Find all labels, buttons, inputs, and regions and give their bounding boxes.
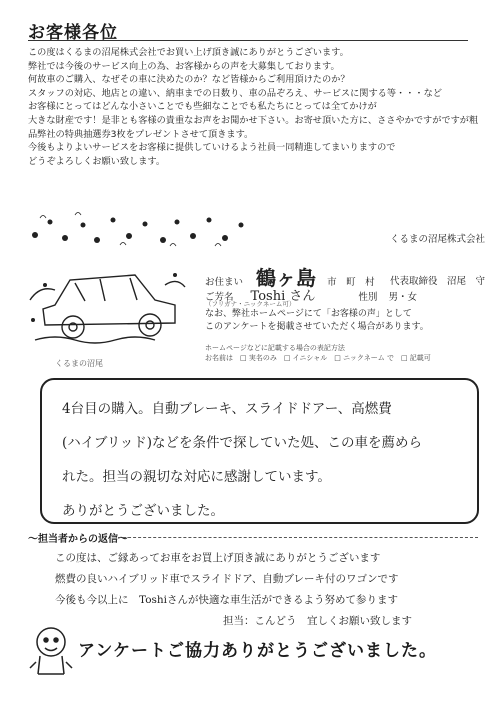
title-divider bbox=[28, 40, 468, 41]
mascot-icon bbox=[28, 622, 74, 682]
address-label: お住まい bbox=[205, 277, 244, 288]
name-label: ご芳名 bbox=[205, 292, 234, 303]
address-units: 市 町 村 bbox=[327, 277, 375, 288]
name-value: Toshi さん bbox=[250, 289, 316, 304]
staff-reply: この度は、ご縁あってお車をお買上げ頂き誠にありがとうございます 燃費の良いハイブリッド車でスライドドア、自動ブレーキ付のワゴンです 今後も今以上に Toshiさんが快適な車生活ができるよう努めて参ります 担当：こんどう 宜しくお願い致します bbox=[55, 552, 412, 627]
car-illustration bbox=[25, 245, 190, 355]
car-caption: くるまの沼尾 bbox=[55, 359, 103, 368]
homepage-note: なお、弊社ホームページにて「お客様の声」として このアンケートを掲載させていただく場合があります。 bbox=[205, 309, 429, 332]
furigana-note: （フリガナ・ニックネーム可） bbox=[205, 300, 296, 308]
decorative-flowers bbox=[25, 210, 255, 250]
company-name: くるまの沼尾株式会社 bbox=[389, 234, 485, 245]
page-title: お客様各位 bbox=[28, 23, 118, 43]
reply-header: ～担当者からの返信～ bbox=[28, 534, 128, 545]
customer-comment: 4台目の購入。自動ブレーキ、スライドドアー、高燃費 (ハイブリッド)などを条件で探していた処、この車を薦めら れた。担当の親切な対応に感謝しています。 ありがとうございました。 bbox=[62, 401, 423, 519]
reply-divider bbox=[118, 537, 478, 538]
address-value: 鶴ヶ島 bbox=[256, 266, 317, 290]
intro-paragraph: この度はくるまの沼尾株式会社でお買い上げ頂き誠にありがとうございます。 弊社では今後のサービス向上の為、お客様からの声を大募集しております。 何故車のご購入、なぜその車に決めたのか？など皆様からご利用頂けたのか？ スタッフの対応、地店との違い、納車までの日数り、車の品ぞろえ、サービスに関する等・・・など お客様にとってはどんな小さいことでも些細なことでも私たちにとっては全てかけが 大きな財産です！是非とも客様の貴重なお声をお聞かせ下さい。お寄せ頂いた方に、ささやかですがですが粗品弊社の特典抽選券3枚をプレゼントさせて頂きます。 今後もよりよいサービスをお客様に提供していけるよう社員一同精進してまいりますので どうぞよろしくお願い致します。 bbox=[28, 47, 479, 167]
company-rep: 代表取締役 沼尾 守 bbox=[389, 276, 485, 287]
thank-you-message: アンケートご協力ありがとうございました。 bbox=[78, 641, 437, 661]
display-options: ホームページなどに記載する場合の表記方法 お名前は □ 実名のみ □ イニシャル □ ニックネーム で □ 記載可 bbox=[205, 344, 431, 362]
gender-value: 男・女 bbox=[388, 292, 417, 303]
gender-label: 性別 bbox=[358, 292, 378, 303]
